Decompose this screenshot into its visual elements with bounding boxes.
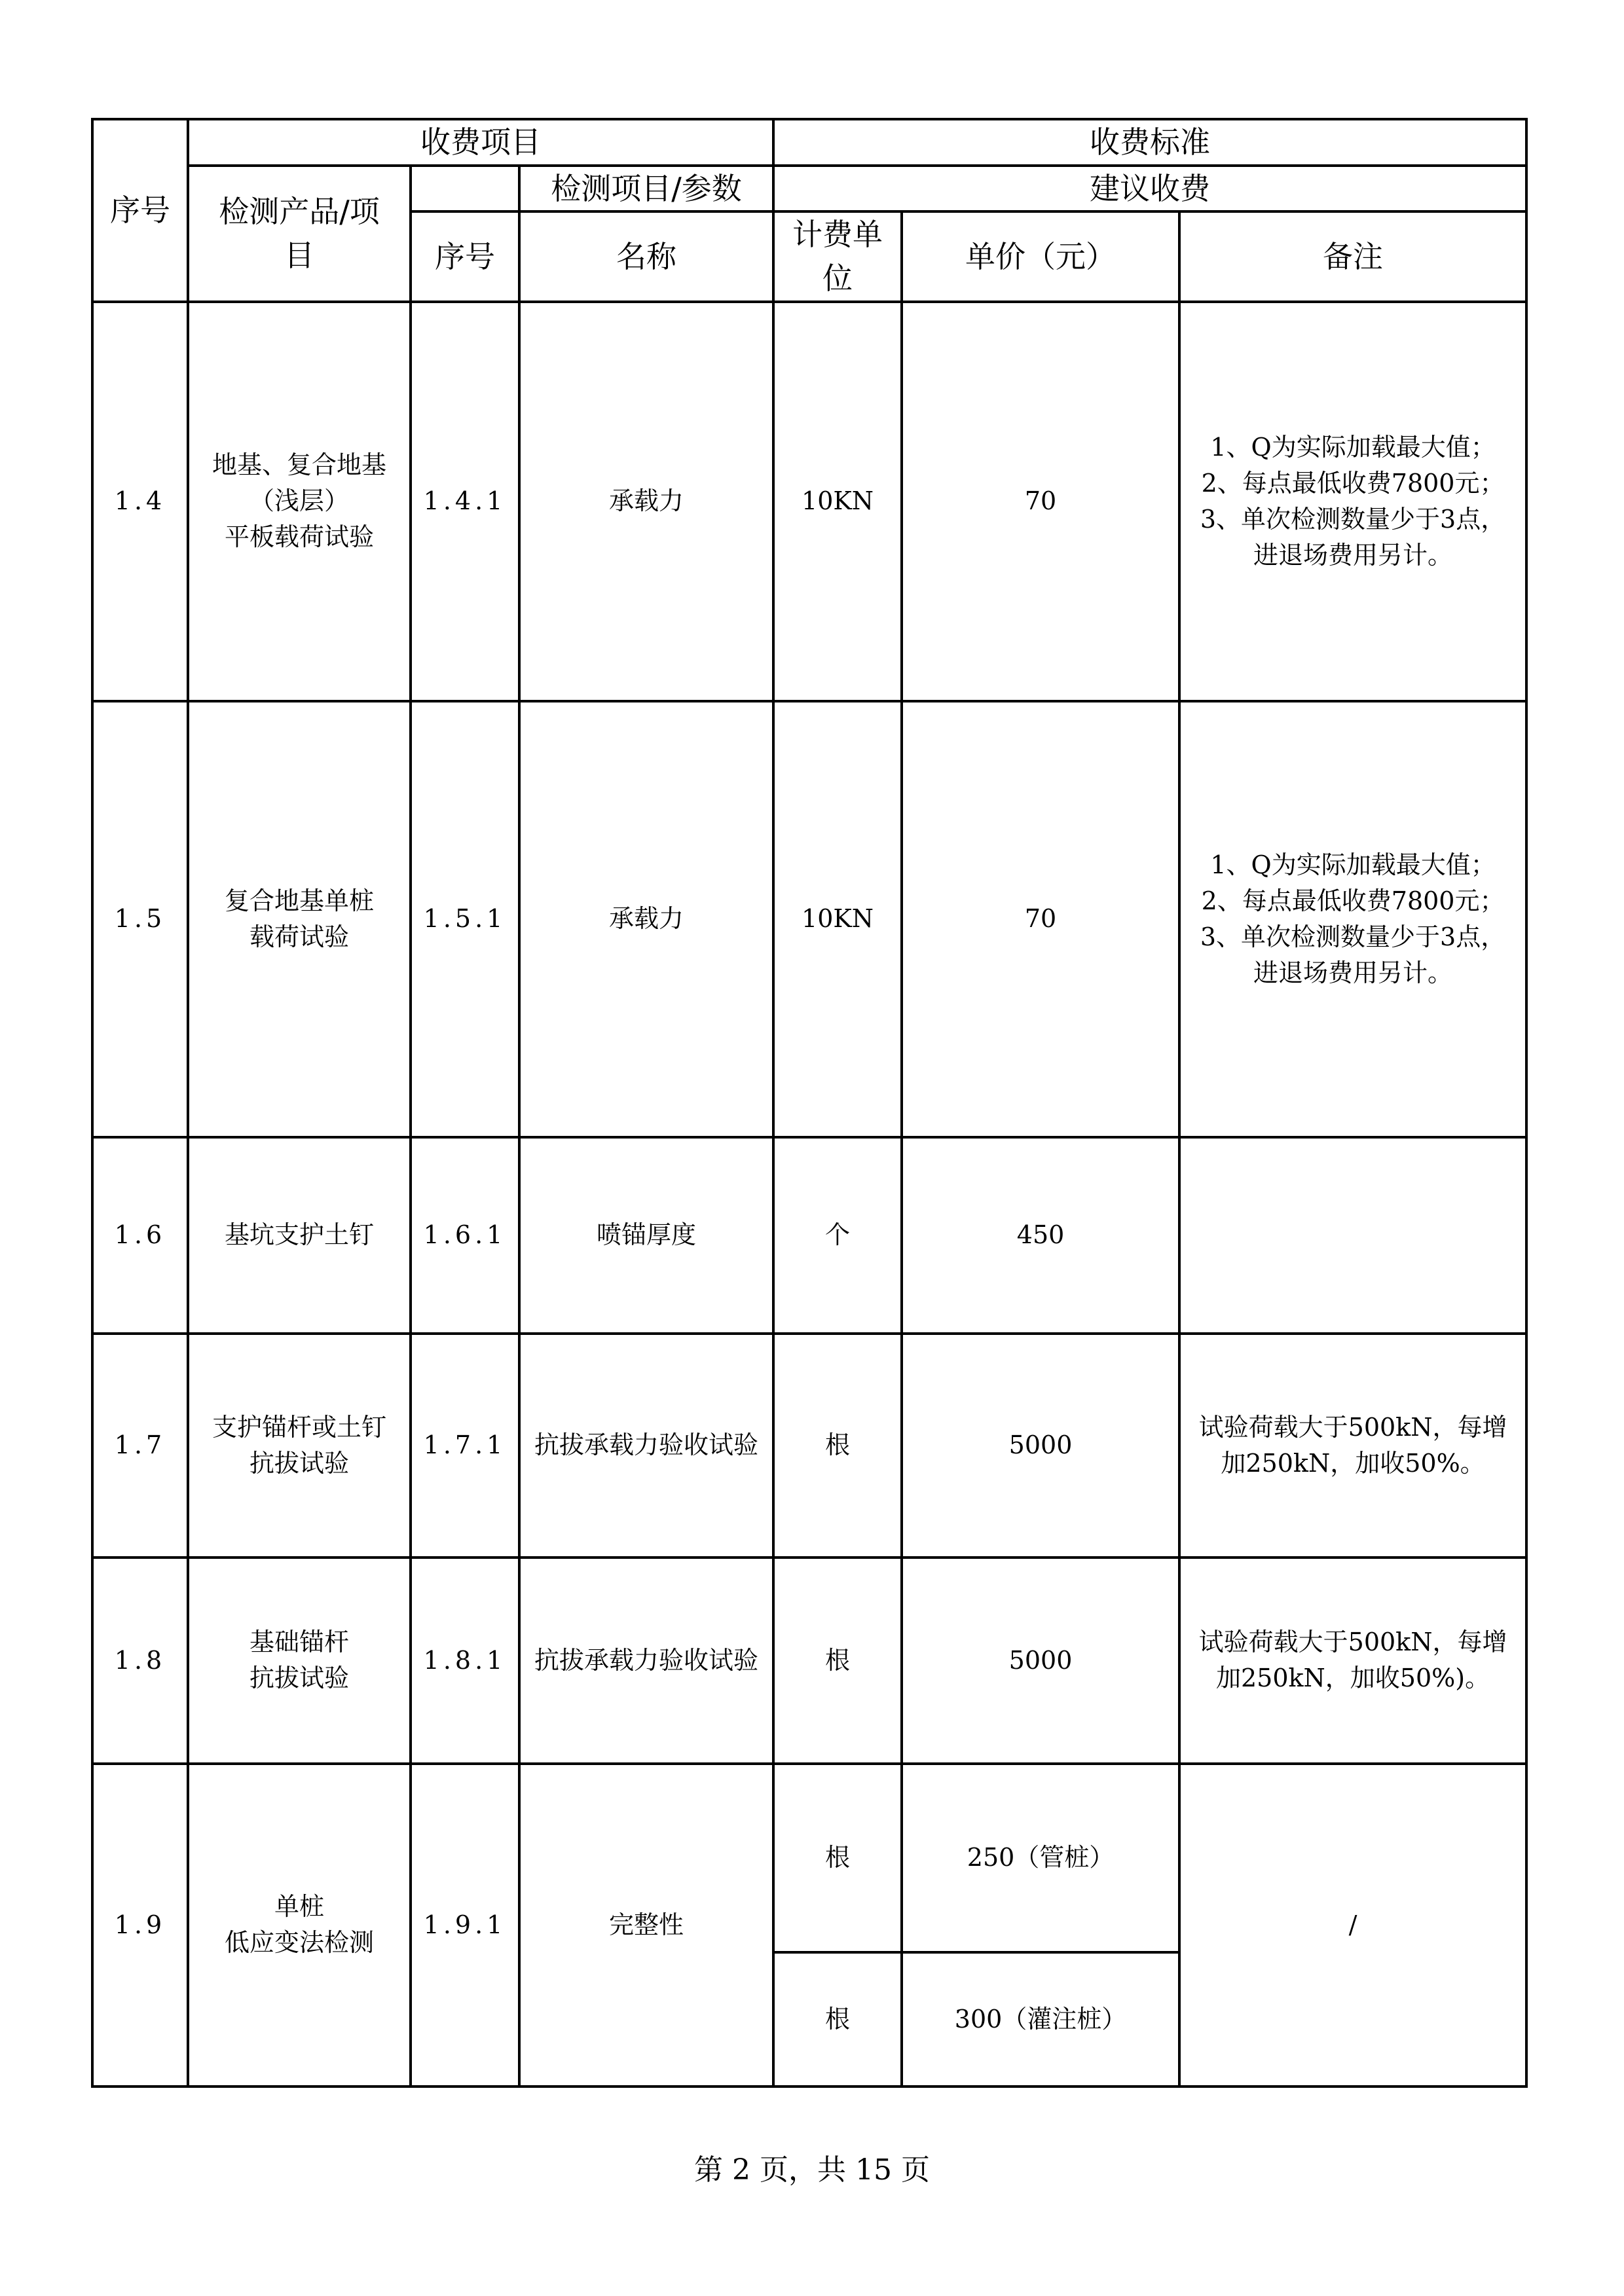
header-unit: 计费单位 [773,211,902,301]
header-row-2 [92,166,1526,212]
header-sub-seq: 序号 [411,211,519,301]
header-row-1 [92,119,1526,166]
row-remarks: / [1179,1764,1526,2086]
row-sub-seq: 1.4.1 [411,302,519,701]
row-name: 承载力 [519,701,773,1137]
row-sub-seq: 1.9.1 [411,1764,519,2086]
row-remarks: 1、Q为实际加载最大值； 2、每点最低收费7800元； 3、单次检测数量少于3点， 进退场费用另计。 [1179,701,1526,1137]
row-seq: 1.7 [92,1334,188,1558]
row-name: 完整性 [519,1764,773,2086]
page-number: 第 2 页，共 15 页 [694,2153,930,2187]
header-fee-items: 收费项目 [188,119,773,166]
row-name: 抗拔承载力验收试验 [519,1558,773,1764]
row-unit: 根 [773,1558,902,1764]
row-remarks: 试验荷载大于500kN，每增 加250kN，加收50%)。 [1179,1558,1526,1764]
row-name: 承载力 [519,302,773,701]
header-suggested-fee: 建议收费 [773,166,1526,212]
table-row [92,1558,1526,1764]
row-name: 喷锚厚度 [519,1137,773,1334]
header-product: 检测产品/项 目 [188,166,411,302]
row-unit: 10KN [773,302,902,701]
fee-table [91,118,1528,2088]
row-seq: 1.6 [92,1137,188,1334]
row-seq: 1.9 [92,1764,188,2086]
row-price: 5000 [902,1558,1179,1764]
header-name: 名称 [519,211,773,301]
row-price: 5000 [902,1334,1179,1558]
row-seq: 1.4 [92,302,188,701]
row-remarks [1179,1137,1526,1334]
row-sub-seq: 1.7.1 [411,1334,519,1558]
row-unit: 根 [773,1952,902,2086]
row-sub-seq: 1.6.1 [411,1137,519,1334]
row-unit: 根 [773,1334,902,1558]
row-unit: 个 [773,1137,902,1334]
row-remarks: 1、Q为实际加载最大值； 2、每点最低收费7800元； 3、单次检测数量少于3点， 进退场费用另计。 [1179,302,1526,701]
row-unit: 根 [773,1764,902,1952]
row-product: 地基、复合地基 （浅层） 平板载荷试验 [188,302,411,701]
row-seq: 1.5 [92,701,188,1137]
row-product: 基础锚杆 抗拔试验 [188,1558,411,1764]
row-price: 70 [902,701,1179,1137]
table-row [92,302,1526,701]
header-remarks: 备注 [1179,211,1526,301]
table-row [92,1334,1526,1558]
header-price: 单价（元） [902,211,1179,301]
table-row [92,1137,1526,1334]
row-remarks: 试验荷载大于500kN，每增 加250kN，加收50%。 [1179,1334,1526,1558]
header-blank-cell [411,166,519,212]
row-seq: 1.8 [92,1558,188,1764]
row-product: 基坑支护土钉 [188,1137,411,1334]
row-price: 70 [902,302,1179,701]
header-fee-standard: 收费标准 [773,119,1526,166]
row-product: 复合地基单桩 载荷试验 [188,701,411,1137]
row-name: 抗拔承载力验收试验 [519,1334,773,1558]
row-price: 250（管桩） [902,1764,1179,1952]
table-row [92,701,1526,1137]
row-price: 450 [902,1137,1179,1334]
header-seq: 序号 [92,119,188,302]
row-sub-seq: 1.5.1 [411,701,519,1137]
row-product: 支护锚杆或土钉 抗拔试验 [188,1334,411,1558]
row-product: 单桩 低应变法检测 [188,1764,411,2086]
header-test-params: 检测项目/参数 [519,166,773,212]
row-price: 300（灌注桩） [902,1952,1179,2086]
row-unit: 10KN [773,701,902,1137]
table-row [92,1764,1526,1952]
row-sub-seq: 1.8.1 [411,1558,519,1764]
